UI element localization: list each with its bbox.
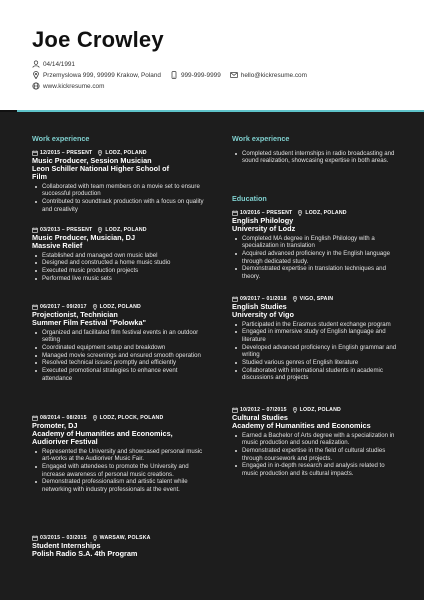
edu-bullets	[232, 432, 400, 478]
list-item: Completed student internships in radio broadcasting and sound realization, showcasing expertise in both areas.	[232, 150, 400, 165]
globe-icon	[32, 82, 40, 90]
job-location: LODZ, PLOCK, POLAND	[99, 415, 164, 421]
edu-location: LODZ, POLAND	[299, 407, 341, 413]
resume-header	[0, 0, 424, 110]
edu-dates: 10/2012 – 07/2015	[240, 407, 287, 413]
edu-degree: English Studies	[232, 301, 287, 311]
location-icon	[292, 296, 298, 302]
job-entry	[32, 227, 204, 283]
list-item: Performed live music sets	[32, 275, 204, 283]
job-org: Massive Relief	[32, 240, 83, 250]
list-item: Organized and facilitated film festival events in an outdoor setting	[32, 329, 204, 344]
job-bullets	[32, 183, 204, 214]
location-icon	[32, 71, 40, 79]
list-item: Engaged in immersive study of English language and literature	[232, 328, 400, 343]
contact-row	[32, 71, 307, 79]
work-experience-title: Work experience	[32, 133, 90, 143]
job-bullets	[32, 252, 204, 283]
job-location: LODZ, POLAND	[105, 227, 147, 233]
edu-degree: Cultural Studies	[232, 412, 288, 422]
location-icon	[297, 210, 303, 216]
location-icon	[292, 407, 298, 413]
list-item: Completed MA degree in English Philology with a specialization in translation	[232, 235, 400, 250]
list-item: Coordinated equipment setup and breakdown	[32, 344, 204, 352]
work-continued	[232, 148, 400, 165]
list-item: Executed music production projects	[32, 267, 204, 275]
list-item: Engaged in in-depth research and analysis related to music production and its cultural impacts.	[232, 462, 400, 477]
list-item: Acquired advanced proficiency in the English language through dedicated study.	[232, 250, 400, 265]
resume-body	[0, 112, 424, 600]
list-item: Studied various genres of English literature	[232, 359, 400, 367]
website[interactable]: www.kickresume.com	[43, 82, 105, 90]
work-experience-continued-title: Work experience	[232, 133, 290, 143]
address: Przemyslowa 999, 99999 Krakow, Poland	[43, 71, 161, 79]
list-item: Collaborated with team members on a movie set to ensure successful production	[32, 183, 204, 198]
job-location: LODZ, POLAND	[99, 304, 141, 310]
list-item: Demonstrated expertise in the field of cultural studies through coursework and projects.	[232, 447, 400, 462]
list-item: Earned a Bachelor of Arts degree with a specialization in music production and sound realization.	[232, 432, 400, 447]
phone: 999-999-9999	[180, 71, 221, 79]
edu-school: University of Lodz	[232, 223, 296, 233]
job-dates: 06/2017 – 09/2017	[40, 304, 87, 310]
phone-icon	[170, 71, 178, 79]
edu-bullets	[232, 321, 400, 383]
edu-dates: 09/2017 – 01/2018	[240, 296, 287, 302]
list-item: Collaborated with international students in academic discussions and projects	[232, 367, 400, 382]
list-item: Engaged with attendees to promote the University and increase awareness of personal music creations.	[32, 463, 204, 478]
list-item: Established and managed own music label	[32, 252, 204, 260]
birthdate-row	[32, 60, 75, 68]
job-role: Music Producer, Session Musician	[32, 155, 152, 165]
job-entry	[32, 304, 204, 383]
job-entry	[32, 535, 204, 558]
job-org: Summer Film Festival "Polowka"	[32, 317, 146, 327]
edu-bullets	[232, 235, 400, 281]
job-role: Projectionist, Technician	[32, 309, 118, 319]
edu-school: Academy of Humanities and Economics	[232, 420, 371, 430]
list-item: Demonstrated expertise in translation techniques and theory.	[232, 265, 400, 280]
job-dates: 12/2015 – PRESENT	[40, 150, 93, 156]
job-org: Leon Schiller National Higher School of	[32, 163, 170, 173]
birthdate: 04/14/1991	[43, 60, 75, 68]
job-entry	[32, 415, 204, 494]
job-org-line-2: Audioriver Festival	[32, 436, 98, 446]
list-item: Managed movie screenings and ensured smooth operation	[32, 352, 204, 360]
job-location: LODZ, POLAND	[105, 150, 147, 156]
job-dates: 03/2015 – 03/2015	[40, 535, 87, 541]
website-row	[32, 82, 104, 90]
list-item: Contributed to soundtrack production with a focus on quality and creativity	[32, 198, 204, 213]
job-role: Promoter, DJ	[32, 420, 78, 430]
list-item: Designed and constructed a home music studio	[32, 259, 204, 267]
edu-school: University of Vigo	[232, 309, 294, 319]
list-item: Represented the University and showcased personal music art-works at the Audioriver Music Fair.	[32, 448, 204, 463]
edu-degree: English Philology	[232, 215, 294, 225]
list-item: Executed promotional strategies to enhance event attendance	[32, 367, 204, 382]
email-icon	[230, 71, 238, 79]
email[interactable]: hello@kickresume.com	[240, 71, 307, 79]
list-item: Demonstrated professionalism and artistic talent while networking with industry professionals at the event.	[32, 478, 204, 493]
list-item: Developed advanced proficiency in English grammar and writing	[232, 344, 400, 359]
job-org: Academy of Humanities and Economics,	[32, 428, 173, 438]
list-item: Participated in the Erasmus student exchange program	[232, 321, 400, 329]
job-role: Student Internships	[32, 540, 101, 550]
edu-location: VIGO, SPAIN	[299, 296, 334, 302]
job-bullets	[32, 448, 204, 494]
edu-dates: 10/2016 – PRESENT	[240, 210, 293, 216]
job-bullets	[32, 329, 204, 383]
education-entry	[232, 210, 400, 281]
location-icon	[92, 415, 98, 421]
job-bullets	[232, 150, 400, 165]
job-role: Music Producer, Musician, DJ	[32, 232, 135, 242]
job-org-line-2: Film	[32, 171, 47, 181]
candidate-name: Joe Crowley	[32, 27, 164, 52]
education-entry	[232, 407, 400, 478]
job-entry	[32, 150, 204, 214]
job-dates: 03/2013 – PRESENT	[40, 227, 93, 233]
edu-location: LODZ, POLAND	[305, 210, 347, 216]
job-org: Polish Radio S.A. 4th Program	[32, 548, 138, 558]
education-entry	[232, 296, 400, 383]
education-title: Education	[232, 193, 267, 203]
job-location: WARSAW, POLSKA	[99, 535, 151, 541]
job-dates: 08/2014 – 08/2015	[40, 415, 87, 421]
user-icon	[32, 60, 40, 68]
list-item: Resolved technical issues promptly and efficiently	[32, 359, 204, 367]
